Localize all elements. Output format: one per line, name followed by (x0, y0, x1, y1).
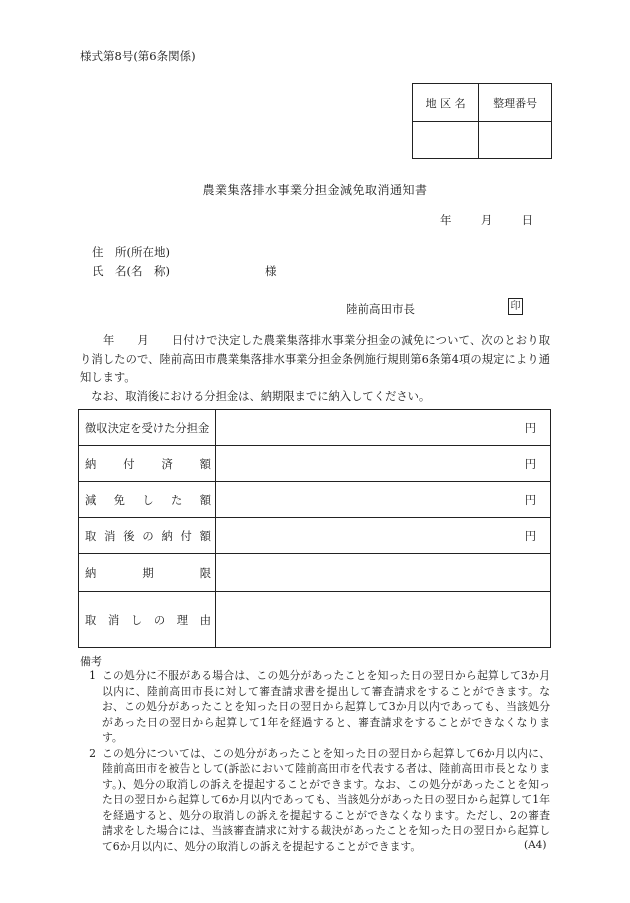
row-label: 納 期 限 (85, 566, 211, 580)
note-text: この処分に不服がある場合は、この処分があったことを知った日の翌日から起算して3か月以内に、陸前高田市長に対して審査請求書を提出して審査請求をすることができます。なお、この処分があったことを知った日の翌日から起算して3か月以内であっても、当該処分があった日の翌日から起算して1年を経過すると、審査請求をすることができなくなります。 (102, 669, 550, 744)
paper-size-label: (A4) (524, 839, 547, 851)
notice-paragraph-note: なお、取消後における分担金は、納期限までに納入してください。 (80, 389, 431, 403)
notes-heading: 備考 (80, 655, 102, 668)
row-label: 減 免 し た 額 (85, 493, 211, 507)
district-label: 地 区 名 (413, 84, 479, 122)
date-line (440, 212, 533, 228)
table-row (79, 446, 551, 482)
table-row (79, 554, 551, 592)
serial-number-label: 整理番号 (479, 84, 552, 122)
name-label: 氏 名(名 称) (92, 264, 170, 278)
row-label: 取 消 し の 理 由 (85, 613, 211, 627)
row-label: 徴収決定を受けた分担金 (79, 410, 216, 446)
form-number: 様式第8号(第6条関係) (80, 49, 196, 63)
date-month: 月 (480, 213, 493, 227)
list-item (80, 746, 550, 855)
notice-body (80, 332, 550, 406)
honorific: 様 (265, 264, 277, 278)
yen-unit: 円 (216, 410, 551, 446)
table-row (79, 518, 551, 554)
row-label: 取 消 後 の 納 付 額 (85, 529, 211, 543)
table-row (79, 592, 551, 648)
note-number: 2 (89, 746, 96, 760)
yen-unit: 円 (216, 518, 551, 554)
address-label: 住 所(所在地) (92, 245, 170, 259)
yen-unit: 円 (216, 446, 551, 482)
reason-field[interactable] (216, 592, 551, 648)
date-year: 年 (440, 213, 452, 227)
serial-number-field[interactable] (479, 122, 552, 159)
id-box (412, 83, 552, 159)
seal-mark: 印 (508, 298, 523, 315)
sender-title: 陸前高田市長 (346, 302, 415, 316)
date-day: 日 (521, 213, 534, 227)
note-number: 1 (89, 669, 96, 682)
document-title: 農業集落排水事業分担金減免取消通知書 (202, 183, 428, 197)
district-field[interactable] (413, 122, 479, 159)
notice-paragraph: 年 月 日付けで決定した農業集落排水事業分担金の減免について、次のとおり取り消したので、陸前高田市農業集落排水事業分担金条例施行規則第6条第4項の規定により通知します。 (80, 334, 550, 384)
list-item (80, 668, 550, 746)
notes-list (80, 668, 550, 854)
table-row (79, 410, 551, 446)
row-label: 納 付 済 額 (85, 457, 211, 471)
yen-unit: 円 (216, 482, 551, 518)
due-date-field[interactable] (216, 554, 551, 592)
table-row (79, 482, 551, 518)
amount-table (78, 409, 551, 648)
note-text: この処分については、この処分があったことを知った日の翌日から起算して6か月以内に、陸前高田市を被告として(訴訟において陸前高田市を代表する者は、陸前高田市長となります。)、処分の取消しの訴えを提起することができます。なお、この処分があったことを知った日の翌日から起算して6か月以内であっても、当該処分があった日の翌日から起算して1年を経過すると、処分の取消しの訴えを提起することができなくなります。ただし、2の審査請求をした場合には、当該審査請求に対する裁決があったことを知った日の翌日から起算して6か月以内に、処分の取消しの訴えを提起することができます。 (102, 746, 550, 853)
